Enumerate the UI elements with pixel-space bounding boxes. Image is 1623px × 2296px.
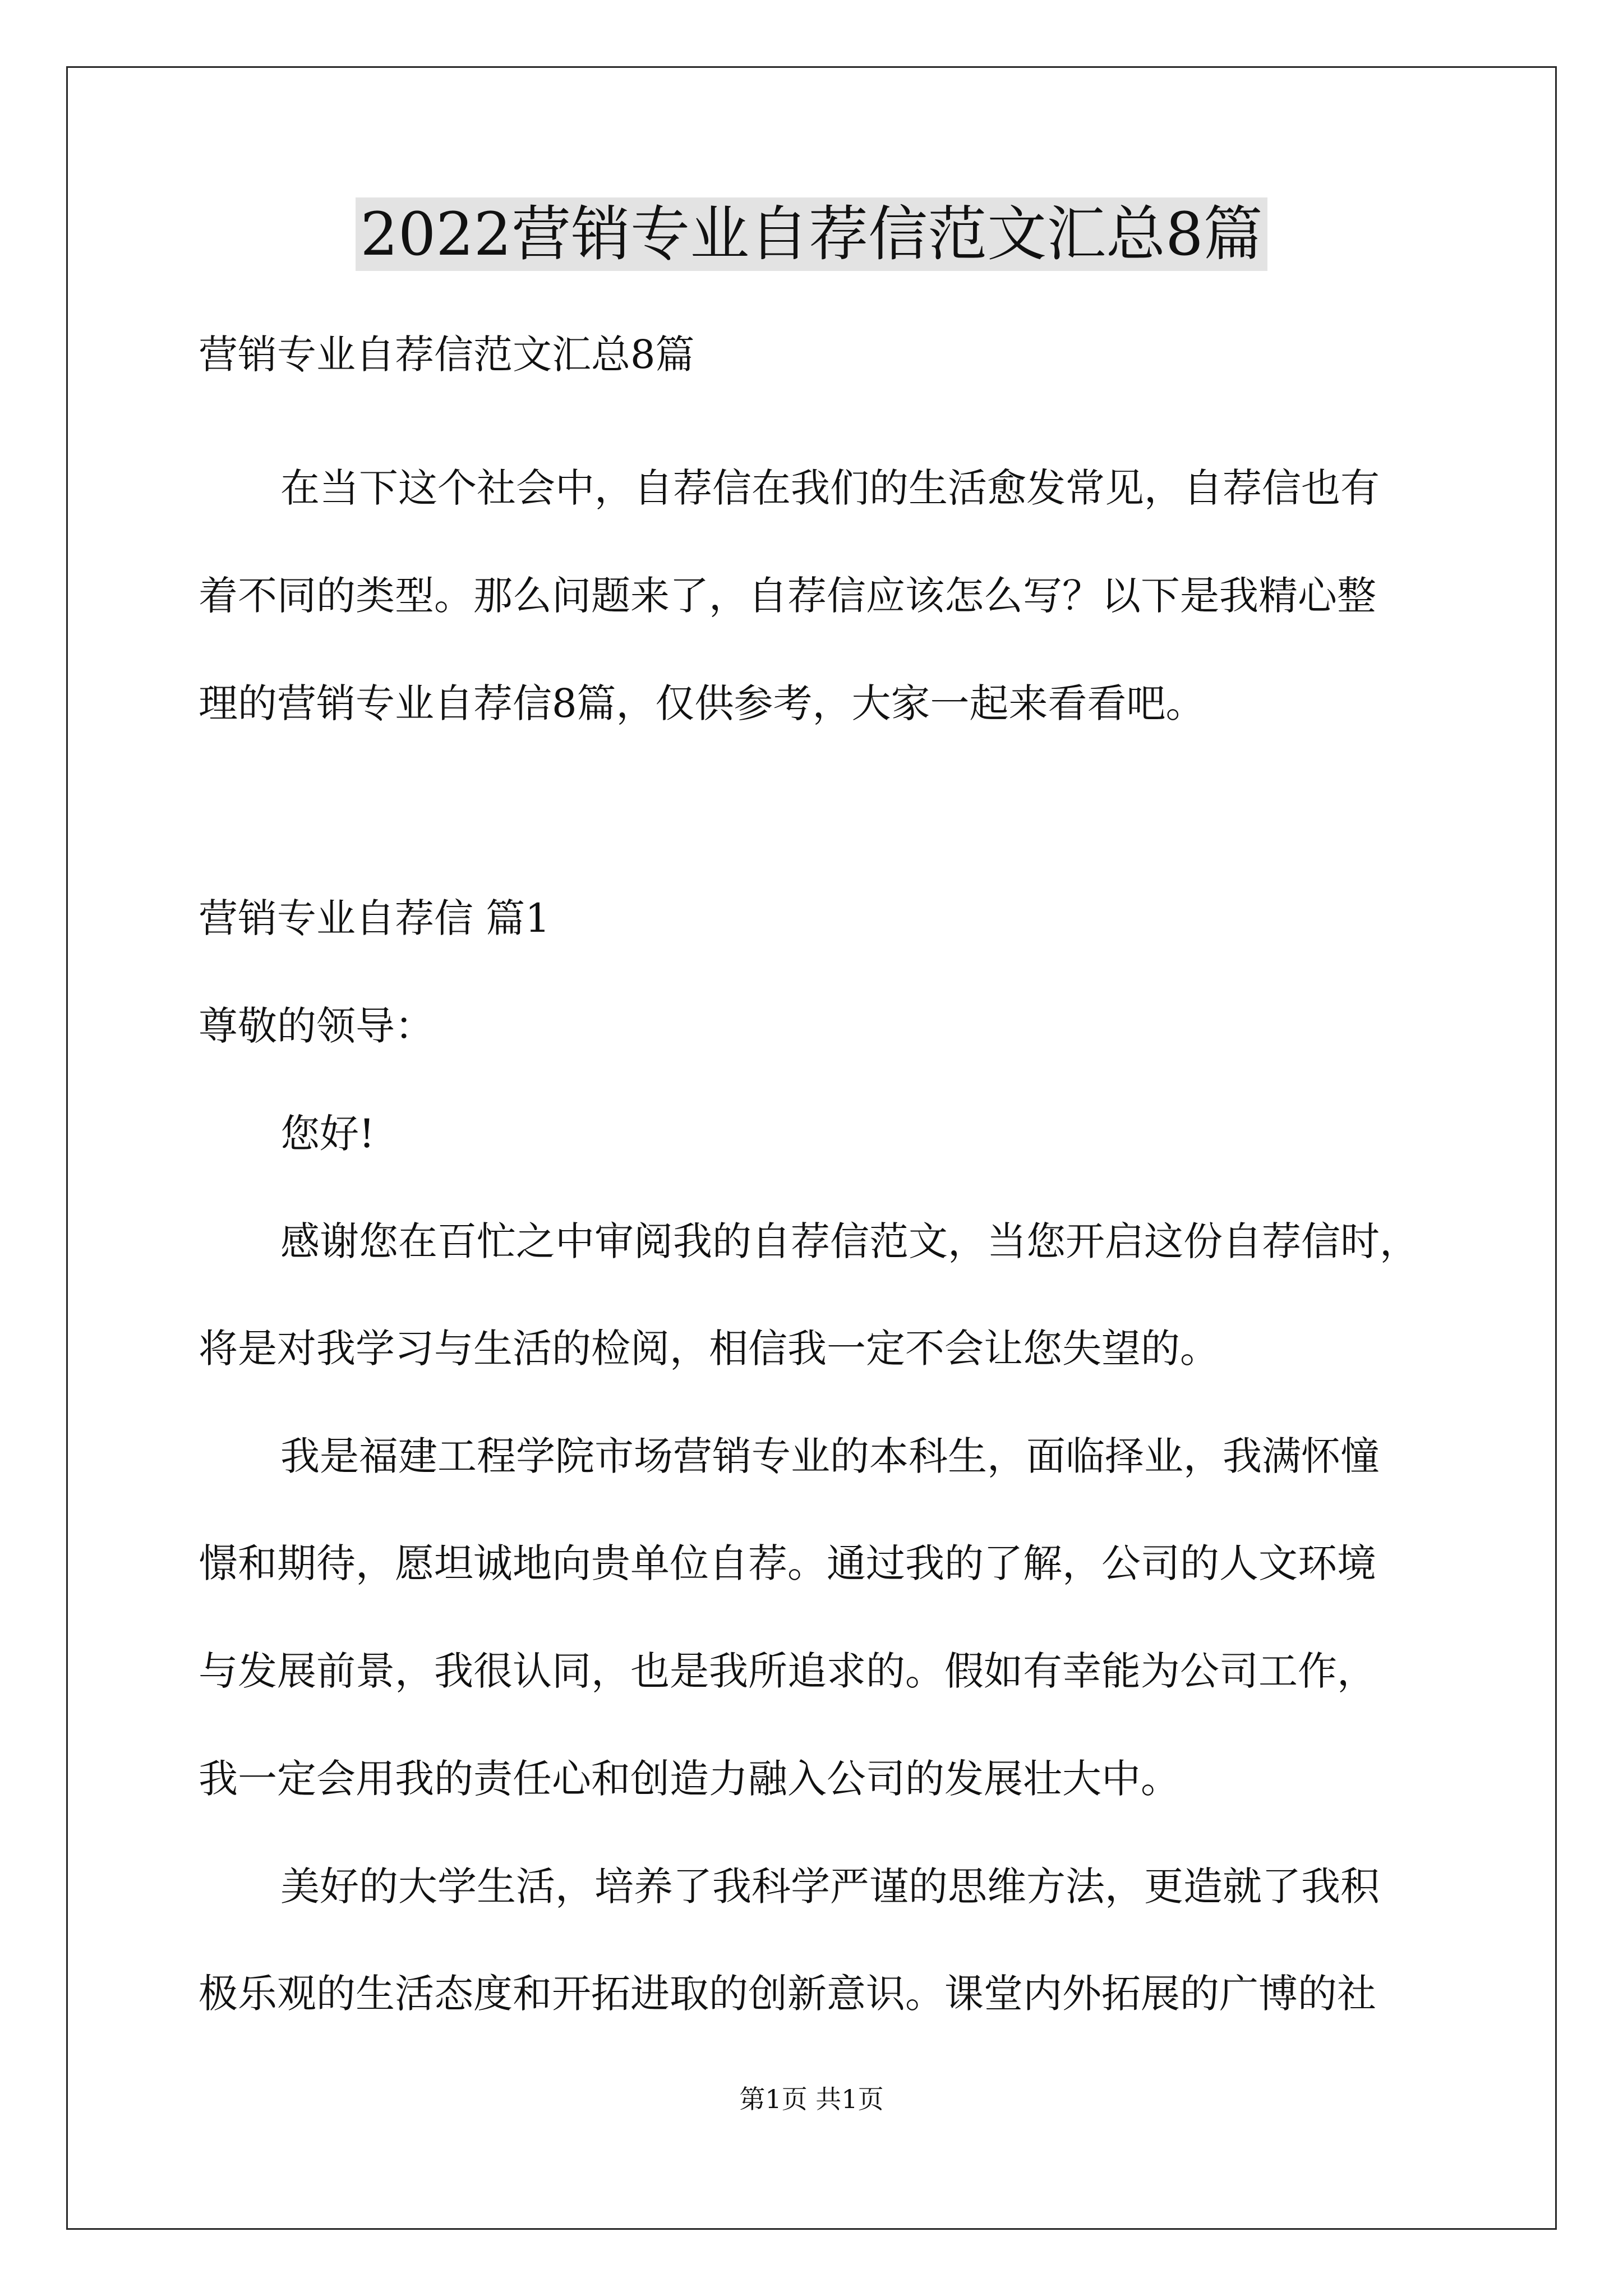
paragraph-2-line-1: 我是福建工程学院市场营销专业的本科生，面临择业，我满怀憧 [280,1433,1380,1479]
salutation: 尊敬的领导： [199,1003,434,1049]
paragraph-3-line-2: 极乐观的生活态度和开拓进取的创新意识。课堂内外拓展的广博的社 [199,1971,1376,2017]
document-title [0,195,1623,274]
paragraph-1-line-1: 感谢您在百忙之中审阅我的自荐信范文，当您开启这份自荐信时， [280,1218,1419,1264]
paragraph-2-line-3: 与发展前景，我很认同，也是我所追求的。假如有幸能为公司工作， [199,1648,1376,1694]
paragraph-1-line-2: 将是对我学习与生活的检阅，相信我一定不会让您失望的。 [199,1326,1219,1372]
greeting: 您好! [280,1111,375,1157]
intro-line-2: 着不同的类型。那么问题来了，自荐信应该怎么写？以下是我精心整 [199,573,1376,619]
paragraph-2-line-4: 我一定会用我的责任心和创造力融入公司的发展壮大中。 [199,1756,1180,1802]
page-number: 第1页 共1页 [739,2084,884,2114]
document-title-text: 2022营销专业自荐信范文汇总8篇 [356,197,1267,271]
document-subtitle: 营销专业自荐信范文汇总8篇 [199,332,695,378]
section-heading: 营销专业自荐信 篇1 [199,895,550,941]
paragraph-2-line-2: 憬和期待，愿坦诚地向贵单位自荐。通过我的了解，公司的人文环境 [199,1540,1376,1586]
intro-line-3: 理的营销专业自荐信8篇，仅供参考，大家一起来看看吧。 [199,680,1205,726]
intro-line-1: 在当下这个社会中，自荐信在我们的生活愈发常见，自荐信也有 [280,465,1380,511]
paragraph-3-line-1: 美好的大学生活，培养了我科学严谨的思维方法，更造就了我积 [280,1864,1380,1910]
